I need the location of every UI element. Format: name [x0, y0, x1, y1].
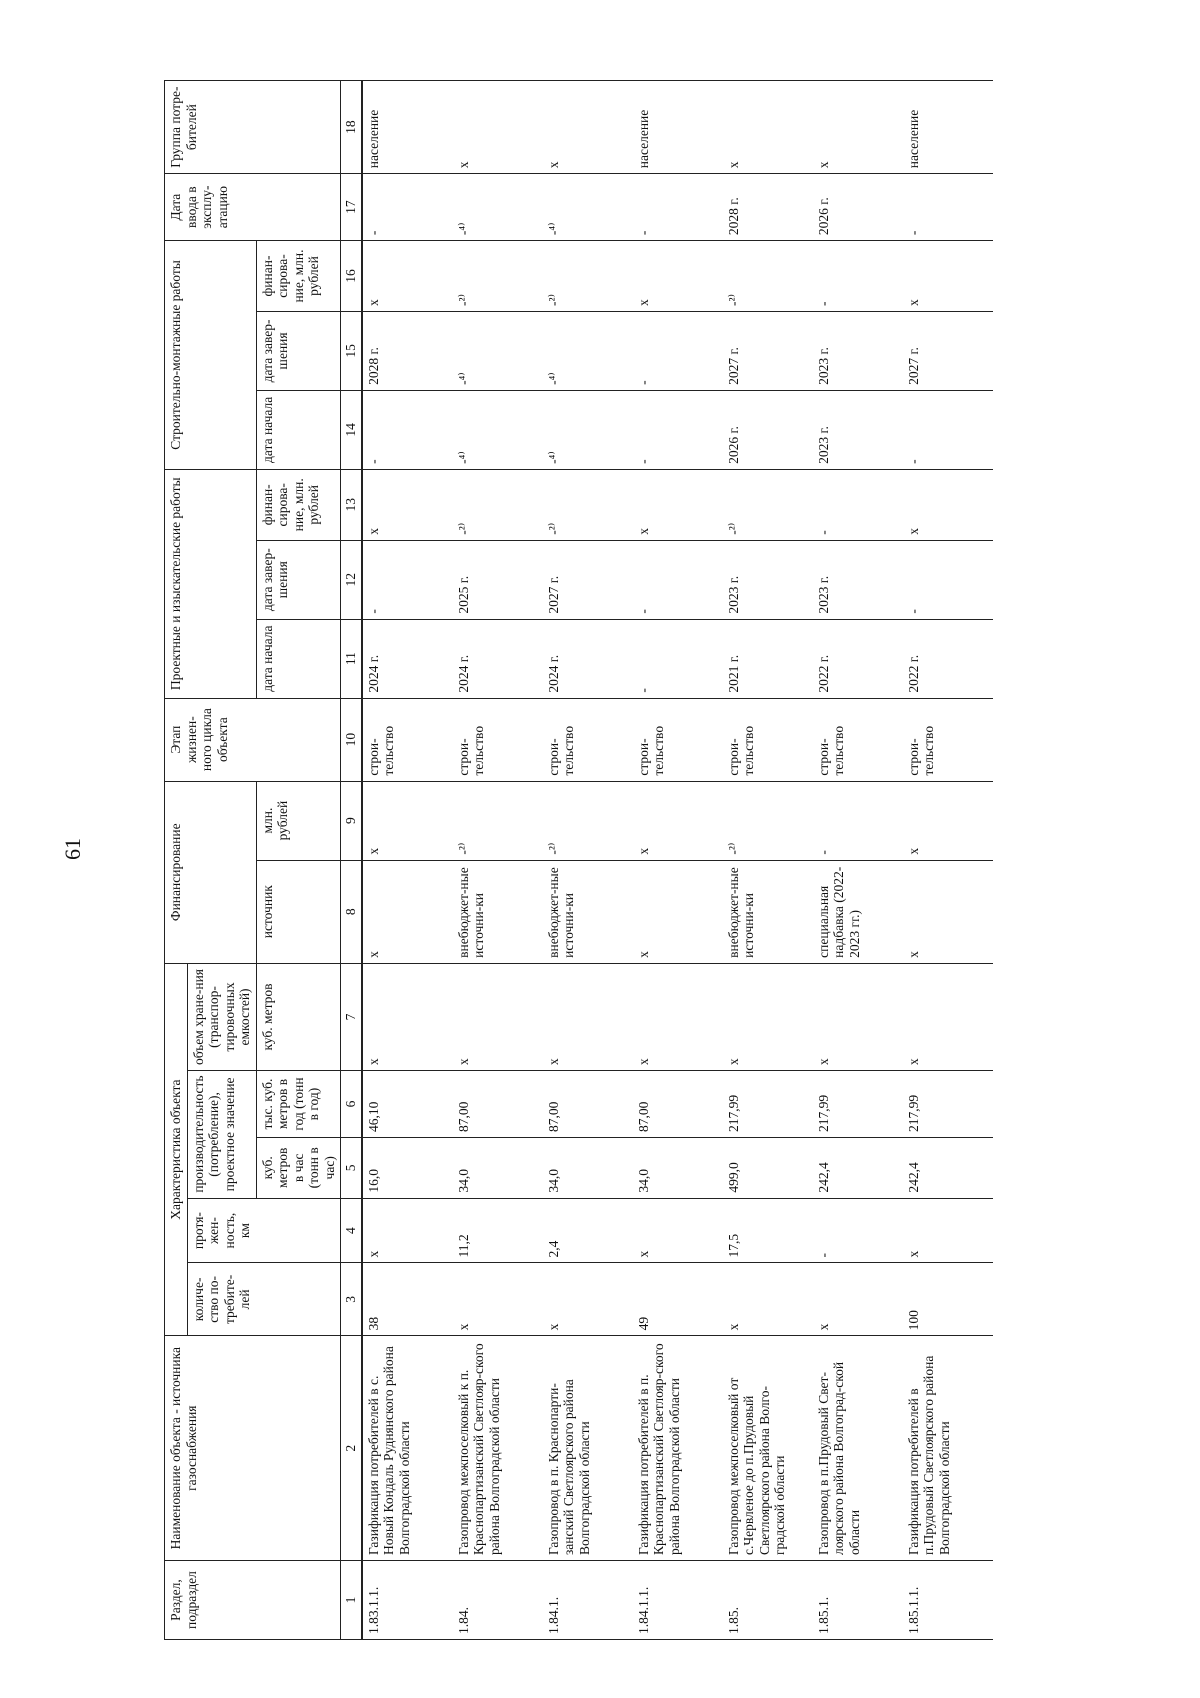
table-cell: 87,00 — [633, 1071, 723, 1138]
table-cell: - — [362, 390, 453, 469]
table-cell: -⁴⁾ — [543, 390, 633, 469]
header-source: источник — [256, 860, 341, 963]
column-number: 17 — [341, 174, 362, 241]
table-cell: х — [543, 81, 633, 174]
table-cell: 2027 г. — [903, 311, 993, 390]
table-cell: х — [543, 1263, 633, 1336]
table-cell: Газификация потребителей в п. Краснопартизанский Светлояр-ского района Волгоградской области — [633, 1336, 723, 1561]
table-cell: 87,00 — [453, 1071, 543, 1138]
column-number: 6 — [341, 1071, 362, 1138]
table-cell: 2,4 — [543, 1198, 633, 1263]
table-cell: население — [903, 81, 993, 174]
table-row — [723, 81, 813, 1640]
table-cell: 1.83.1.1. — [362, 1561, 453, 1640]
header-capacity: производительность (потребление), проектное значение — [187, 1071, 256, 1199]
table-body — [362, 81, 993, 1640]
table-cell: 217,99 — [723, 1071, 813, 1138]
table-cell: Газопровод межпоселковый к п. Краснопартизанский Светлояр-ского района Волгоградской области — [453, 1336, 543, 1561]
table-cell: -²⁾ — [453, 781, 543, 860]
column-number: 3 — [341, 1263, 362, 1336]
table-cell: специальная надбавка (2022-2023 гг.) — [813, 860, 903, 963]
table-cell: х — [453, 1263, 543, 1336]
table-cell: х — [362, 963, 453, 1070]
table-row — [813, 81, 903, 1640]
table-cell: х — [903, 860, 993, 963]
table-cell: 2023 г. — [813, 390, 903, 469]
table-cell: -²⁾ — [453, 469, 543, 540]
table-cell: Газопровод в п.Прудовый Свет-лоярского района Волгоград-ской области — [813, 1336, 903, 1561]
table-cell: 11,2 — [453, 1198, 543, 1263]
table-cell: 217,99 — [903, 1071, 993, 1138]
table-cell: - — [813, 469, 903, 540]
table-cell: 38 — [362, 1263, 453, 1336]
table-cell: 1.85. — [723, 1561, 813, 1640]
table-row — [903, 81, 993, 1640]
table-cell: 2022 г. — [813, 619, 903, 698]
table-cell: - — [633, 174, 723, 241]
table-cell: 2028 г. — [362, 311, 453, 390]
table-cell: х — [453, 963, 543, 1070]
table-row — [362, 81, 453, 1640]
column-number: 13 — [341, 469, 362, 540]
table-cell: 16,0 — [362, 1137, 453, 1198]
column-number: 16 — [341, 241, 362, 312]
column-number: 14 — [341, 390, 362, 469]
table-cell: 2025 г. — [453, 540, 543, 619]
header-consumer-count: количе-ство по-требите-лей — [187, 1263, 341, 1336]
table-cell: Газификация потребителей в п.Прудовый Светлоярского района Волгоградской области — [903, 1336, 993, 1561]
table-cell: - — [362, 174, 453, 241]
table-cell: х — [903, 781, 993, 860]
table-cell: 1.85.1.1. — [903, 1561, 993, 1640]
table-cell: -²⁾ — [453, 241, 543, 312]
header-design-works: Проектные и изыскательские работы — [165, 469, 257, 698]
table-cell: 242,4 — [903, 1137, 993, 1198]
column-number: 18 — [341, 81, 362, 174]
table-cell: 34,0 — [453, 1137, 543, 1198]
table-cell: 2028 г. — [723, 174, 813, 241]
header-design-financing: финан-сирова-ние, млн. рублей — [256, 469, 341, 540]
table-cell: 2024 г. — [362, 619, 453, 698]
header-design-start: дата начала — [256, 619, 341, 698]
header-financing: Финансирование — [165, 781, 257, 963]
table-cell: 1.84.1.1. — [633, 1561, 723, 1640]
table-cell: внебюджет-ные источни-ки — [723, 860, 813, 963]
table-cell: 2023 г. — [813, 540, 903, 619]
table-cell: 34,0 — [543, 1137, 633, 1198]
table-cell: х — [903, 469, 993, 540]
table-cell: х — [723, 81, 813, 174]
column-number: 1 — [341, 1561, 362, 1640]
table-cell: строи-тельство — [813, 698, 903, 781]
table-cell: -⁴⁾ — [453, 311, 543, 390]
column-number: 8 — [341, 860, 362, 963]
table-cell: -⁴⁾ — [453, 390, 543, 469]
header-construction-works: Строительно-монтажные работы — [165, 241, 257, 470]
table-cell: - — [903, 390, 993, 469]
table-cell: х — [723, 963, 813, 1070]
gas-objects-table — [164, 80, 993, 1640]
table-cell: -⁴⁾ — [453, 174, 543, 241]
table-cell: - — [633, 390, 723, 469]
header-construction-start: дата начала — [256, 390, 341, 469]
table-cell: х — [453, 81, 543, 174]
table-cell: х — [633, 781, 723, 860]
column-number: 11 — [341, 619, 362, 698]
page-number: 61 — [60, 838, 85, 860]
table-cell: строи-тельство — [453, 698, 543, 781]
table-cell: 2027 г. — [543, 540, 633, 619]
table-cell: -⁴⁾ — [543, 311, 633, 390]
table-cell: 46,10 — [362, 1071, 453, 1138]
column-number: 2 — [341, 1336, 362, 1561]
table-cell: 17,5 — [723, 1198, 813, 1263]
table-cell: -²⁾ — [723, 469, 813, 540]
table-cell: 2026 г. — [723, 390, 813, 469]
table-cell: 2024 г. — [453, 619, 543, 698]
table-cell: 2026 г. — [813, 174, 903, 241]
table-cell: внебюджет-ные источни-ки — [453, 860, 543, 963]
table-cell: - — [633, 619, 723, 698]
column-number: 5 — [341, 1137, 362, 1198]
table-cell: - — [362, 540, 453, 619]
table-cell: Газификация потребителей в с. Новый Кондаль Руднянского района Волгоградской области — [362, 1336, 453, 1561]
table-cell: х — [633, 469, 723, 540]
table-cell: х — [633, 860, 723, 963]
header-section: Раздел, подраздел — [165, 1561, 341, 1640]
header-thousand-cubic-per-year: тыс. куб. метров в год (тонн в год) — [256, 1071, 341, 1138]
table-cell: -²⁾ — [543, 781, 633, 860]
table-cell: Газопровод межпоселковый от с.Червленое до п.Прудовый Светлоярского района Волго-градской области — [723, 1336, 813, 1561]
table-cell: х — [362, 781, 453, 860]
table-cell: Газопровод в п. Краснопарти-занский Светлоярского района Волгоградской области — [543, 1336, 633, 1561]
table-cell: 2024 г. — [543, 619, 633, 698]
table-cell: 242,4 — [813, 1137, 903, 1198]
table-cell: 2021 г. — [723, 619, 813, 698]
table-cell: 2023 г. — [813, 311, 903, 390]
table-cell: 1.84.1. — [543, 1561, 633, 1640]
header-commissioning-date: Дата ввода в эксплу-атацию — [165, 174, 341, 241]
table-cell: х — [362, 1198, 453, 1263]
table-cell: 217,99 — [813, 1071, 903, 1138]
table-cell: - — [633, 311, 723, 390]
column-number: 10 — [341, 698, 362, 781]
header-characteristics: Характеристика объекта — [165, 963, 188, 1336]
header-cubic-meters: куб. метров — [256, 963, 341, 1070]
table-row — [453, 81, 543, 1640]
table-cell: х — [813, 1263, 903, 1336]
table-cell: 2027 г. — [723, 311, 813, 390]
column-number: 7 — [341, 963, 362, 1070]
column-number: 15 — [341, 311, 362, 390]
table-cell: - — [903, 540, 993, 619]
table-cell: 100 — [903, 1263, 993, 1336]
header-lifecycle: Этап жизнен-ного цикла объекта — [165, 698, 341, 781]
table-cell: 499,0 — [723, 1137, 813, 1198]
table-cell: 1.84. — [453, 1561, 543, 1640]
table-cell: х — [813, 81, 903, 174]
column-number: 9 — [341, 781, 362, 860]
table-row — [543, 81, 633, 1640]
header-construction-end: дата завер-шения — [256, 311, 341, 390]
table-cell: х — [903, 963, 993, 1070]
table-cell: х — [813, 963, 903, 1070]
header-consumer-group: Группа потре-бителей — [165, 81, 341, 174]
table-cell: 1.85.1. — [813, 1561, 903, 1640]
table-cell: 2023 г. — [723, 540, 813, 619]
table-cell: - — [813, 781, 903, 860]
table-cell: х — [633, 963, 723, 1070]
table-cell: - — [813, 241, 903, 312]
table-cell: строи-тельство — [362, 698, 453, 781]
table-cell: - — [813, 1198, 903, 1263]
table-cell: 49 — [633, 1263, 723, 1336]
header-million-rubles: млн. рублей — [256, 781, 341, 860]
table-cell: 2022 г. — [903, 619, 993, 698]
rotated-table-container — [164, 80, 1184, 1640]
header-object-name: Наименование объекта - источника газоснабжения — [165, 1336, 341, 1561]
header-construction-financing: финан-сирова-ние, млн. рублей — [256, 241, 341, 312]
table-cell: х — [903, 1198, 993, 1263]
table-cell: 87,00 — [543, 1071, 633, 1138]
table-cell: х — [362, 860, 453, 963]
column-numbers-row — [341, 81, 362, 1640]
table-cell: население — [362, 81, 453, 174]
table-cell: -²⁾ — [543, 469, 633, 540]
table-cell: х — [633, 241, 723, 312]
table-cell: 34,0 — [633, 1137, 723, 1198]
table-cell: население — [633, 81, 723, 174]
table-cell: - — [903, 174, 993, 241]
table-cell: х — [723, 1263, 813, 1336]
table-cell: х — [362, 241, 453, 312]
header-design-end: дата завер-шения — [256, 540, 341, 619]
column-number: 4 — [341, 1198, 362, 1263]
header-length: протя-жен-ность, км — [187, 1198, 341, 1263]
table-cell: х — [543, 963, 633, 1070]
table-cell: строи-тельство — [633, 698, 723, 781]
table-cell: -⁴⁾ — [543, 174, 633, 241]
table-cell: строи-тельство — [903, 698, 993, 781]
table-cell: х — [903, 241, 993, 312]
column-number: 12 — [341, 540, 362, 619]
table-cell: -²⁾ — [723, 241, 813, 312]
header-storage: объем хране-ния (транспор-тировочных емкостей) — [187, 963, 256, 1070]
table-cell: - — [633, 540, 723, 619]
table-cell: -²⁾ — [723, 781, 813, 860]
table-cell: строи-тельство — [723, 698, 813, 781]
table-cell: х — [362, 469, 453, 540]
table-cell: внебюджет-ные источни-ки — [543, 860, 633, 963]
table-cell: х — [633, 1198, 723, 1263]
table-row — [633, 81, 723, 1640]
table-cell: -²⁾ — [543, 241, 633, 312]
table-cell: строи-тельство — [543, 698, 633, 781]
header-cubic-per-hour: куб. метров в час (тонн в час) — [256, 1137, 341, 1198]
